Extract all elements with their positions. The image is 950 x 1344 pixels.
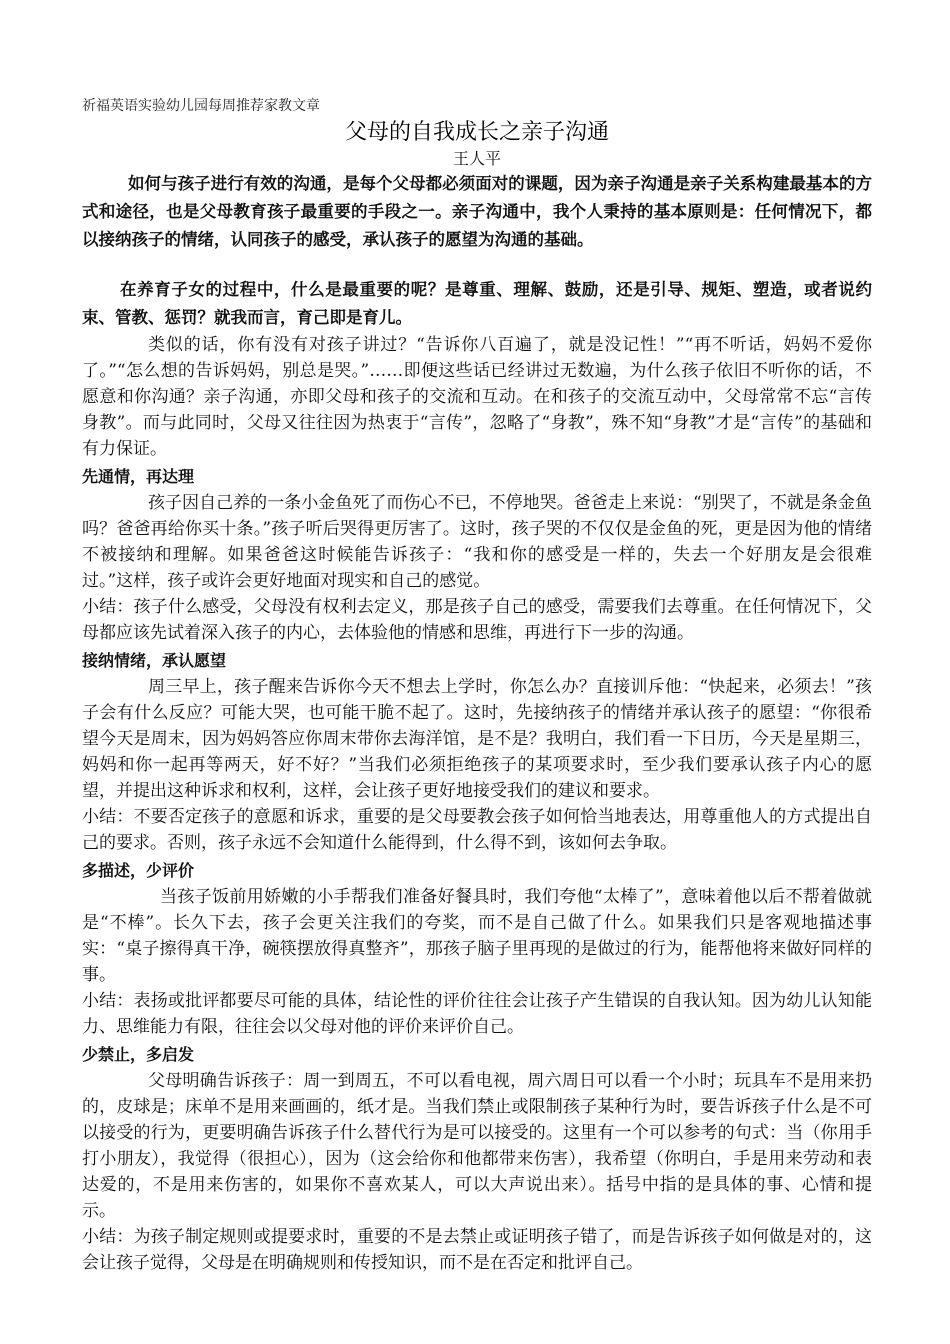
lead-paragraph-1: 如何与孩子进行有效的沟通，是每个父母都必须面对的课题，因为亲子沟通是亲子关系构建最基本的方式和途径，也是父母教育孩子最重要的手段之一。亲子沟通中，我个人秉持的基本原则是：任何情况下，都以接纳孩子的情绪，认同孩子的感受，承认孩子的愿望为沟通的基础。 [82,174,872,249]
section-body-2: 周三早上，孩子醒来告诉你今天不想去上学时，你怎么办？直接训斥他：“快起来，必须去！”孩子会有什么反应？可能大哭，也可能干脆不起了。这时，先接纳孩子的情绪并承认孩子的愿望：“你很希望今天是周末，因为妈妈答应你周末带你去海洋馆，是不是？我明白，我们看一下日历，今天是星期三，妈妈和你一起再等两天，好不好？”当我们必须拒绝孩子的某项要求时，至少我们要承认孩子内心的愿望，并提出这种诉求和权利，这样，会让孩子更好地接受我们的建议和要求。 [82,677,872,801]
lead-paragraph-2: 在养育子女的过程中，什么是最重要的呢？是尊重、理解、鼓励，还是引导、规矩、塑造，或者说约束、管教、惩罚？就我而言，育己即是育儿。 [82,280,872,327]
section-body-1: 孩子因自己养的一条小金鱼死了而伤心不已，不停地哭。爸爸走上来说：“别哭了，不就是条金鱼吗？爸爸再给你买十条。”孩子听后哭得更厉害了。这时，孩子哭的不仅仅是金鱼的死，更是因为他的情绪不被接纳和理解。如果爸爸这时候能告诉孩子：“我和你的感受是一样的，失去一个好朋友是会很难过。”这样，孩子或许会更好地面对现实和自己的感觉。 [82,493,872,591]
section-summary-2: 小结：不要否定孩子的意愿和诉求，重要的是父母要教会孩子如何恰当地表达，用尊重他人的方式提出自己的要求。否则，孩子永远不会知道什么能得到，什么得不到，该如何去争取。 [82,807,872,853]
article-author: 王人平 [452,149,501,168]
section-summary-1: 小结：孩子什么感受，父母没有权利去定义，那是孩子自己的感受，需要我们去尊重。在任何情况下，父母都应该先试着深入孩子的内心，去体验他的情感和思维，再进行下一步的沟通。 [82,597,872,643]
document-header: 祈福英语实验幼儿园每周推荐家教文章 [82,98,320,114]
section-summary-3: 小结：表扬或批评都要尽可能的具体，结论性的评价往往会让孩子产生错误的自我认知。因为幼儿认知能力、思维能力有限，往往会以父母对他的评价来评价自己。 [82,991,872,1037]
section-heading-1: 先通情，再达理 [82,467,195,486]
intro-paragraph: 类似的话，你有没有对孩子讲过？“告诉你八百遍了，就是没记性！”“再不听话，妈妈不爱你了。”“怎么想的告诉妈妈，别总是哭。”……即便这些话已经讲过无数遍，为什么孩子依旧不听你的话，不愿意和你沟通？亲子沟通，亦即父母和孩子的交流和互动。在和孩子的交流互动中，父母常常不忘“言传身教”。而与此同时，父母又往往因为热衷于“言传”，忽略了“身教”，殊不知“身教”才是“言传”的基础和有力保证。 [82,335,872,459]
section-body-4: 父母明确告诉孩子：周一到周五，不可以看电视，周六周日可以看一个小时；玩具车不是用来扔的，皮球是；床单不是用来画画的，纸才是。当我们禁止或限制孩子某种行为时，要告诉孩子什么是不可以接受的行为，更要明确告诉孩子什么替代行为是可以接受的。这里有一个可以参考的句式：当（你用手打小朋友），我觉得（很担心），因为（这会给你和他都带来伤害），我希望（你明白，手是用来劳动和表达爱的，不是用来伤害的，如果你不喜欢某人，可以大声说出来）。括号中指的是具体的事、心情和提示。 [82,1071,872,1221]
article-title: 父母的自我成长之亲子沟通 [344,120,609,145]
section-body-3: 当孩子饭前用娇嫩的小手帮我们准备好餐具时，我们夸他“太棒了”，意味着他以后不帮着做就是“不棒”。长久下去，孩子会更关注我们的夸奖，而不是自己做了什么。如果我们只是客观地描述事实：“桌子擦得真干净，碗筷摆放得真整齐”，那孩子脑子里再现的是做过的行为，能帮他将来做好同样的事。 [82,887,872,985]
section-heading-3: 多描述，少评价 [82,861,195,880]
section-heading-2: 接纳情绪，承认愿望 [82,651,227,670]
document-page [82,96,872,1276]
section-summary-4: 小结：为孩子制定规则或提要求时，重要的不是去禁止或证明孩子错了，而是告诉孩子如何做是对的，这会让孩子觉得，父母是在明确规则和传授知识，而不是在否定和批评自己。 [82,1227,872,1273]
section-heading-4: 少禁止，多启发 [82,1045,195,1064]
